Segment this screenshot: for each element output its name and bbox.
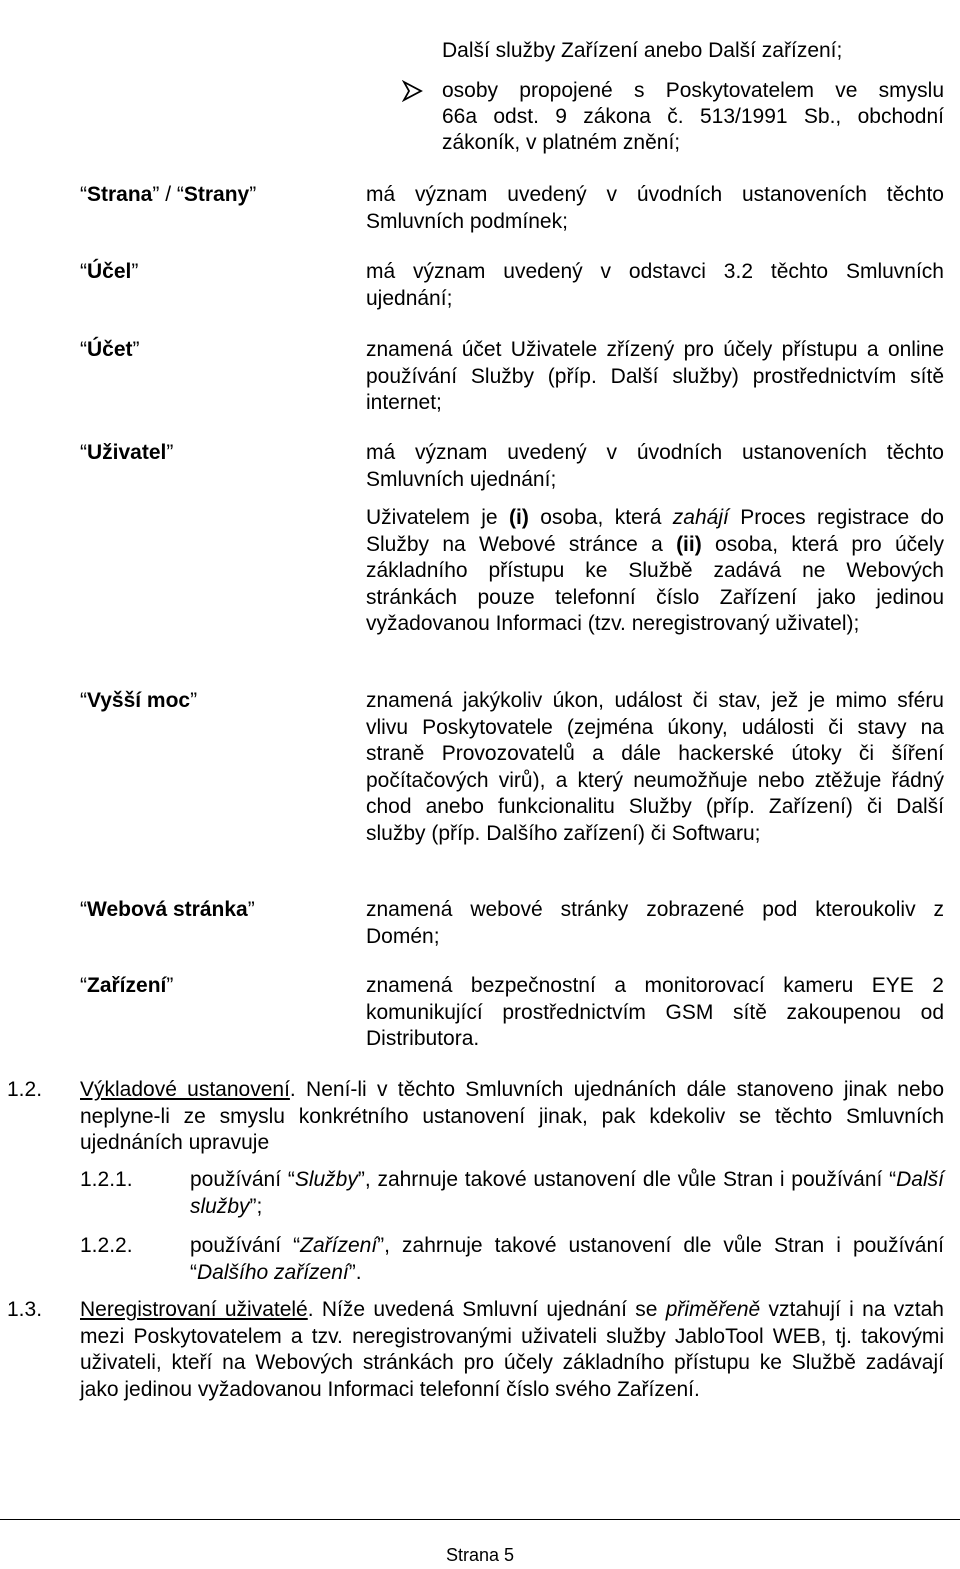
bullet-line-2: 66a odst. 9 zákona č. 513/1991 Sb., obchodní: [442, 105, 944, 128]
term-ucel: “Účel”: [80, 260, 139, 283]
term-vyssi-moc: “Vyšší moc”: [80, 689, 198, 712]
term-strana: “Strana” / “Strany”: [80, 183, 257, 206]
footer-divider: [0, 1519, 960, 1520]
definition-ucet: znamená účet Uživatele zřízený pro účely přístupu a online používání Služby (příp. Další služby) prostřednictvím sítě internet;: [366, 338, 944, 414]
definition-webova-stranka: znamená webové stránky zobrazené pod kteroukoliv z Domén;: [366, 898, 944, 948]
term-zarizeni: “Zařízení”: [80, 974, 174, 997]
subsection-number-1-2-2: 1.2.2.: [80, 1234, 133, 1257]
bullet-line-1: osoby propojené s Poskytovatelem ve smyslu: [442, 79, 944, 102]
section-1-2-text: Výkladové ustanovení. Není-li v těchto Smluvních ujednáních dále stanoveno jinak nebo neplyne-li ze smyslu konkrétního ustanovení jinak, pak kdekoliv se těchto Smluvních ujednáních upravuje: [80, 1078, 945, 1154]
subsection-number-1-2-1: 1.2.1.: [80, 1168, 133, 1191]
section-1-3-title: Neregistrovaní uživatelé: [80, 1298, 308, 1321]
term-webova-stranka: “Webová stránka”: [80, 898, 255, 921]
continued-definition-line: Další služby Zařízení anebo Další zařízení;: [442, 39, 843, 62]
definition-uzivatel: má význam uvedený v úvodních ustanoveních těchto Smluvních ujednání;: [366, 441, 944, 491]
term-ucet: “Účet”: [80, 338, 140, 361]
section-1-3-text: Neregistrovaní uživatelé. Níže uvedená Smluvní ujednání se přiměřeně vztahují i na vztah mezi Poskytovatelem a tzv. neregistrovanými uživateli služby JabloTool WEB, tj. takovými uživateli, kteří na Webových stránkách pro účely základního přístupu ke Službě zadávají jako jedinou vyžadovanou Informaci telefonní číslo svého Zařízení.: [80, 1298, 944, 1401]
section-number-1-3: 1.3.: [7, 1298, 43, 1321]
subsection-1-2-1-text: používání “Služby”, zahrnuje takové ustanovení dle vůle Stran i používání “Další služby”;: [190, 1168, 944, 1218]
arrow-bullet-icon: [402, 80, 424, 102]
definition-zarizeni: znamená bezpečnostní a monitorovací kameru EYE 2 komunikující prostřednictvím GSM sítě zakoupenou od Distributora.: [366, 974, 944, 1050]
section-1-2-title: Výkladové ustanovení: [80, 1078, 290, 1101]
definition-vyssi-moc: znamená jakýkoliv úkon, událost či stav, jež je mimo sféru vlivu Poskytovatele (zejména úkony, události či stavy na straně Provozovatelů a dále hackerské útoky či šíření počítačových virů), a který neumožňuje nebo ztěžuje řádný chod anebo funkcionalitu Služby (příp. Zařízení) či Další služby (příp. Dalšího zařízení) či Softwaru;: [366, 689, 944, 845]
section-number-1-2: 1.2.: [7, 1078, 43, 1101]
term-uzivatel: “Uživatel”: [80, 441, 174, 464]
definition-ucel: má význam uvedený v odstavci 3.2 těchto Smluvních ujednání;: [366, 260, 944, 310]
bullet-line-3: zákoník, v platném znění;: [442, 131, 681, 154]
definition-uzivatel-detail: Uživatelem je (i) osoba, která zahájí Proces registrace do Služby na Webové stránce a (ii) osoba, která pro účely základního přístupu ke Službě zadává ne Webových stránkách pouze telefonní číslo Zařízení jako jedinou vyžadovanou Informaci (tzv. neregistrovaný uživatel);: [366, 506, 945, 635]
subsection-1-2-2-text: používání “Zařízení”, zahrnuje takové ustanovení dle vůle Stran i používání “Dalšího zařízení”.: [190, 1234, 945, 1284]
definition-strana: má význam uvedený v úvodních ustanoveních těchto Smluvních podmínek;: [366, 183, 944, 233]
page-number: Strana 5: [445, 1545, 515, 1565]
